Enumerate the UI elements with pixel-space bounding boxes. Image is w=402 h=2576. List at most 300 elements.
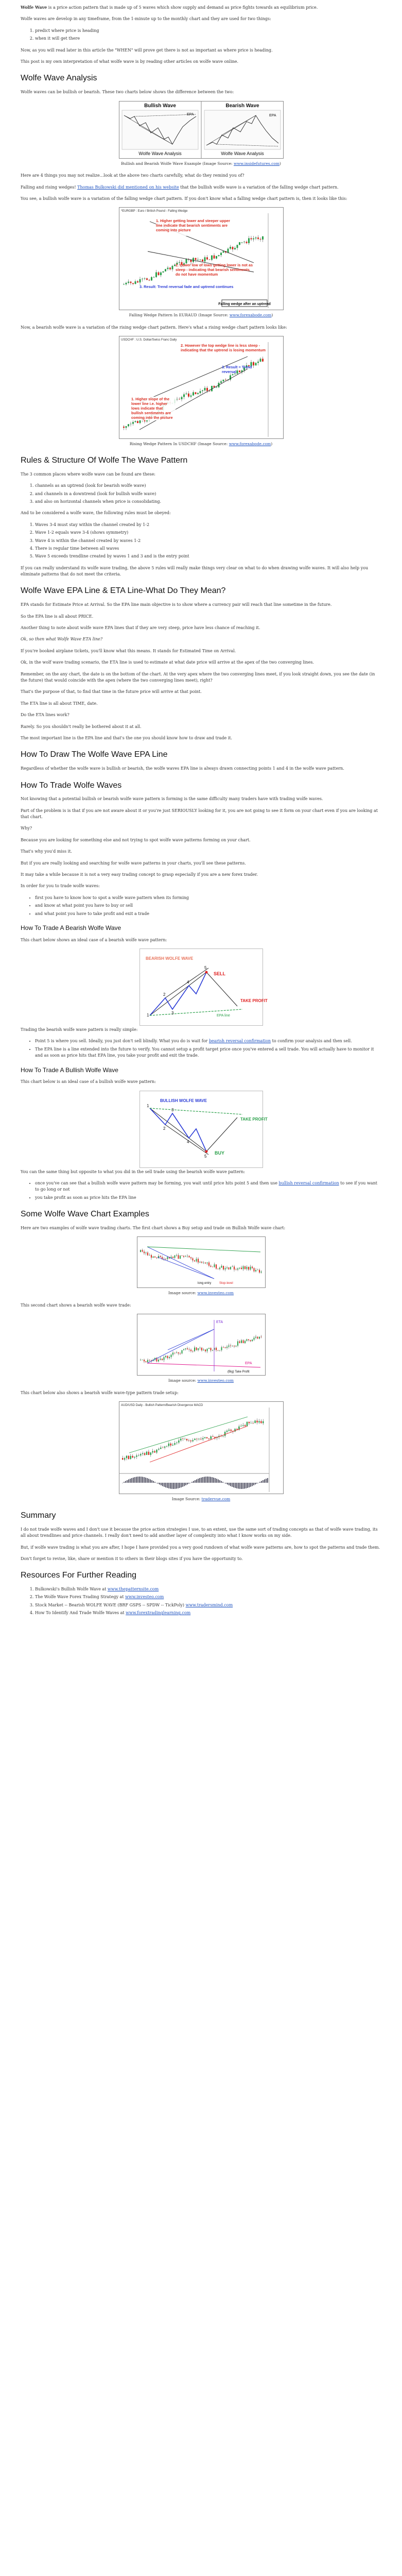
macd-bar <box>230 1483 231 1486</box>
macd-bar <box>133 1478 134 1483</box>
candle-body <box>186 1439 187 1440</box>
candle-body <box>256 1421 257 1423</box>
candle-body <box>146 279 148 280</box>
trade-paragraph: That's why you'd miss it. <box>21 849 72 854</box>
candle-body <box>134 1457 135 1458</box>
trade-paragraph: But if you are really looking and searching for wolfe wave patterns in your charts, you'll see these patterns. <box>21 860 246 866</box>
candle-body <box>201 1262 202 1263</box>
candle-body <box>203 1350 204 1351</box>
candle-body <box>144 1453 145 1455</box>
candle-body <box>254 1421 255 1423</box>
macd-bar <box>167 1483 168 1488</box>
heading-trade: How To Trade Wolfe Waves <box>21 781 122 790</box>
candle-body <box>160 273 162 275</box>
macd-bar <box>202 1477 203 1483</box>
bearish-diagram-title: BEARISH WOLFE WAVE <box>145 956 193 961</box>
candle-body <box>192 1351 193 1352</box>
macd-bar <box>195 1480 196 1483</box>
candle-body <box>188 1349 189 1350</box>
candle-body <box>259 1337 260 1339</box>
candle-body <box>144 1360 145 1362</box>
candle-body <box>199 391 201 393</box>
sell-label: SELL <box>213 971 225 976</box>
macd-bar <box>142 1477 143 1483</box>
macd-bar <box>252 1483 253 1486</box>
candle-body <box>140 1454 141 1456</box>
macd-bar <box>263 1480 264 1483</box>
caption-link[interactable]: tradervue.com <box>201 1497 231 1502</box>
candle-body <box>128 425 129 427</box>
epa-paragraph: So the EPA line is all about PRICE. <box>21 614 94 619</box>
epa-paragraph: Another thing to note about wolfe wave EPA lines that if they are very steep, price have less chance of reaching it. <box>21 625 260 631</box>
candle-body <box>230 1430 231 1431</box>
candle-body <box>240 1426 241 1427</box>
rising-wedge-header: USDCHF : U.S. Dollar/Swiss Franc Daily <box>120 338 177 342</box>
candle-body <box>176 399 178 400</box>
macd-bar <box>247 1483 248 1488</box>
candle-body <box>259 239 261 240</box>
epa-paragraph: EPA stands for Estimate Price at Arrival. So the EPA line main objective is to show where a currency pair will reach that line sometime in the future. <box>21 602 332 607</box>
macd-bar <box>242 1483 243 1489</box>
bullish-list <box>21 1180 381 1201</box>
candle-body <box>213 256 215 259</box>
trade-paragraph: Why? <box>21 826 32 831</box>
list-item <box>35 1038 381 1044</box>
candle-body <box>137 281 138 282</box>
candle-body <box>202 260 203 262</box>
rules-paragraph-3: If you can really understand its wolfe wave trading, the above 5 rules will really make things very clear on what to do when drawing wolfe waves. It will also help you eliminate patterns that do not meet the criteria. <box>21 565 369 577</box>
example-chart-3 <box>119 1401 284 1494</box>
examples-paragraph: Here are two examples of wolfe wave trading charts. The first chart shows a Buy setup and trade on Bullish Wolfe wave chart: <box>21 1225 286 1230</box>
candle-body <box>158 1360 159 1362</box>
candle-body <box>145 1362 146 1363</box>
figure-caption-3 <box>21 441 381 447</box>
candle-body <box>221 1266 222 1268</box>
wave-point-4: 4 <box>186 979 189 985</box>
trade-paragraph: Part of the problem is is that if you are not aware about it or you're just SERIOUSLY looking for it, you are not going to see it form on your chart even if you are looking at that chart. <box>21 808 378 820</box>
macd-bar <box>188 1483 189 1484</box>
candle-body <box>185 394 187 395</box>
candle-body <box>222 251 224 253</box>
candle-body <box>195 258 196 260</box>
macd-bar <box>151 1480 152 1483</box>
falling-wedge-note-2: 2. Lower low of lows getting lower is not as steep - indicating that bearish sentiments do not have momentum <box>175 263 253 277</box>
candle-body <box>147 1252 148 1255</box>
candle-body <box>149 1360 150 1361</box>
list-item: • and what point you have to take profit and exit a trade <box>35 911 381 917</box>
list-item: 1. predict where price is heading <box>35 28 381 34</box>
candle-body <box>167 268 168 269</box>
candle-body <box>243 242 245 243</box>
candle-body <box>123 284 125 285</box>
resource-link[interactable]: www.forextradinglearning.com <box>126 1611 191 1616</box>
candle-body <box>151 277 152 281</box>
heading-epa: Wolfe Wave EPA Line & ETA Line-What Do They Mean? <box>21 586 226 596</box>
macd-bar <box>213 1478 214 1483</box>
candle-body <box>260 1421 261 1423</box>
macd-bar <box>266 1479 267 1483</box>
wave-point-1: 1 <box>146 1012 149 1018</box>
falling-wedge-note-3: 3. Result: Trend reversal fade and uptrend continues <box>139 284 233 290</box>
candle-body <box>160 1448 161 1449</box>
list-item: 2. Wave 1-2 equals wave 3-4 (shows symmetry) <box>35 530 381 536</box>
candle-body <box>193 393 194 396</box>
macd-bar <box>139 1477 140 1483</box>
bullish-wolfe-wave-diagram <box>139 1091 268 1168</box>
list-item: • and know at what point you have to buy or sell <box>35 903 381 909</box>
epa-label: EPA <box>244 1362 252 1366</box>
epa-paragraph: The ETA line is all about TIME, date. <box>21 701 98 706</box>
candle-body <box>205 1350 206 1351</box>
candle-body <box>172 1445 173 1446</box>
candle-body <box>160 1256 161 1257</box>
list-item: • first you have to know how to spot a wolfe wave pattern when its forming <box>35 895 381 901</box>
candle-body <box>190 396 191 397</box>
macd-bar <box>201 1478 202 1483</box>
candle-body <box>201 1348 202 1350</box>
candle-body <box>221 1347 222 1350</box>
candle-body <box>223 1266 224 1269</box>
epa-paragraph: Remember, on the any chart, the date is on the bottom of the chart. At the very apex where the two converging lines meet, if you look straight down, you see the date (in the future) that would coincide with the apex (where the two converging lines meet), right? <box>21 671 375 683</box>
analysis-paragraph-3 <box>21 184 381 191</box>
resource-link[interactable]: www.tradersmind.com <box>185 1602 233 1607</box>
list-text: to see if you want to go long or not <box>35 1180 377 1192</box>
candle-body <box>216 256 217 259</box>
candle-body <box>236 1429 237 1430</box>
candle-body <box>223 1347 224 1348</box>
candle-body <box>196 1348 197 1350</box>
rising-wedge-note-1: 1. Higher slope of the lower line i.e. higher lows indicate that bullish sentiments are coming into the picture <box>131 397 176 420</box>
resource-link[interactable]: www.thepatternsite.com <box>107 1587 159 1592</box>
resource-item <box>35 1610 381 1616</box>
intro-paragraph <box>21 4 381 11</box>
trade-paragraph: It may take a while because it is not a very easy trading concept to grasp especially if you are a new forex trader. <box>21 872 258 877</box>
candle-body <box>128 282 129 283</box>
candle-body <box>250 1267 251 1270</box>
candle-body <box>190 1258 191 1259</box>
resource-text: How To Identify And Trade Wolfe Waves at <box>35 1611 126 1616</box>
candle-body <box>136 1455 137 1457</box>
resource-link[interactable]: www.investeo.com <box>125 1595 164 1600</box>
rules-list-2 <box>21 522 381 560</box>
candle-body <box>206 1263 207 1264</box>
trade-list <box>21 895 381 917</box>
candle-body <box>178 1440 179 1443</box>
macd-bar <box>127 1480 128 1483</box>
bearish-epa-label: EPA <box>269 113 276 117</box>
candle-body <box>166 1446 167 1447</box>
caption-link[interactable]: www.insidefutures.com <box>233 161 279 166</box>
candle-body <box>208 1438 209 1439</box>
candle-body <box>142 1360 143 1361</box>
bullish-diagram-title: BULLISH WOLFE WAVE <box>160 1098 207 1103</box>
caption-text: ) <box>279 161 281 166</box>
macd-bar <box>161 1483 162 1485</box>
candle-body <box>263 1421 264 1423</box>
candle-body <box>237 1268 238 1269</box>
candle-body <box>185 1349 186 1350</box>
bearish-paragraph-2: Trading the bearish wolfe wave pattern is really simple: <box>21 1027 138 1032</box>
list-text: Point 5 is where you sell. Ideally, you just don't sell blindly. What you do is wait for <box>35 1039 209 1044</box>
bulkowski-link[interactable]: Thomas Bulkowski did mentioned on his website <box>77 184 179 190</box>
macd-bar <box>162 1483 163 1486</box>
epa-paragraph: That's the purpose of that, to find that time in the future price will arrive at that point. <box>21 689 202 694</box>
candle-body <box>144 1252 145 1253</box>
macd-bar <box>216 1479 217 1483</box>
candle-body <box>132 283 134 284</box>
candle-body <box>179 399 180 400</box>
example-chart-2 <box>137 1314 266 1376</box>
candle-body <box>178 1256 179 1259</box>
macd-bar <box>153 1481 154 1483</box>
example-caption-2 <box>21 1378 381 1384</box>
macd-bar <box>253 1483 254 1485</box>
candle-body <box>139 279 141 282</box>
intro-paragraph-3: Now, as you will read later in this article the "WHEN" will prove get there is not as important as where price is heading. <box>21 47 273 53</box>
list-item <box>35 1180 381 1193</box>
macd-bar <box>196 1480 197 1483</box>
heading-summary: Summary <box>21 1511 56 1520</box>
candle-body <box>259 1270 260 1273</box>
candle-body <box>246 1422 247 1426</box>
candle-body <box>217 1350 218 1351</box>
macd-bar <box>227 1483 228 1484</box>
candle-body <box>214 1264 215 1267</box>
wave-point-4: 4 <box>186 1139 189 1144</box>
candle-body <box>138 1455 139 1456</box>
candle-body <box>195 393 196 395</box>
candle-body <box>123 427 125 428</box>
candle-body <box>244 1266 246 1269</box>
macd-bar <box>179 1483 180 1488</box>
candle-body <box>230 247 231 249</box>
epa-question: Ok, so then what Wolfe Wave ETA line? <box>21 637 103 642</box>
heading-examples: Some Wolfe Wave Chart Examples <box>21 1210 149 1219</box>
examples-paragraph-3: This chart below also shows a bearish wolfe wave-type pattern trade setup: <box>21 1390 179 1395</box>
candle-body <box>248 1267 249 1269</box>
example-3-header: AUD/USD Daily - Bullish Pattern/Bearish Divergence MACD <box>120 1404 203 1408</box>
epa-paragraph: Do the ETA lines work? <box>21 713 69 718</box>
candle-body <box>150 1453 151 1455</box>
macd-bar <box>130 1479 131 1483</box>
macd-bar <box>255 1483 256 1484</box>
epa-line-label: EPA line <box>216 1013 230 1018</box>
resource-text: Stock Market -- Bearish WOLFE WAVE (BRF GSPS -- SPDW -- TickPoly) <box>35 1602 186 1607</box>
bullish-footer: Wolfe Wave Analysis <box>138 150 182 156</box>
candle-body <box>148 1452 149 1455</box>
candle-body <box>190 1440 191 1442</box>
macd-bar <box>267 1478 268 1483</box>
candle-body <box>130 1456 131 1459</box>
candle-body <box>206 388 208 391</box>
candle-body <box>122 1458 123 1460</box>
macd-bar <box>219 1480 220 1483</box>
macd-bar <box>210 1477 211 1483</box>
intro-text: is a price action pattern that is made up of 5 waves which show supply and demand as price fights towards an equilibrium price. <box>47 5 318 10</box>
macd-bar <box>193 1481 194 1483</box>
macd-bar <box>144 1477 145 1483</box>
candle-body <box>171 266 173 269</box>
macd-bar <box>205 1477 206 1483</box>
candle-body <box>239 242 240 245</box>
trade-paragraph: Not knowing that a potential bullish or bearish wolfe wave pattern is forming is the same difficulty many traders have with trading wolfe waves. <box>21 796 323 802</box>
summary-paragraph: I do not trade wolfe waves and I don't use it because the price action strategies I use, to an extent, use the same sort of trading concepts as that of wolfe wave trading, its all about trendlines and price channels. I really don't need to add another layer of complexity into what I know works on my side. <box>21 1527 378 1538</box>
candle-body <box>234 1267 235 1270</box>
bearish-confirmation-link[interactable]: bearish reversal confirmation <box>208 1039 271 1044</box>
candle-body <box>241 242 242 243</box>
candle-body <box>232 375 233 376</box>
candle-body <box>253 1268 254 1272</box>
candle-body <box>198 1348 199 1350</box>
candle-body <box>255 1337 256 1338</box>
candle-body <box>154 1451 155 1453</box>
intro-lead: Wolfe Wave <box>21 5 47 10</box>
macd-bar <box>124 1482 125 1483</box>
macd-bar <box>134 1477 135 1483</box>
candle-body <box>232 247 233 250</box>
candle-body <box>142 1453 143 1454</box>
candle-body <box>183 1349 184 1350</box>
candle-body <box>172 1353 173 1355</box>
candle-body <box>188 1440 189 1441</box>
candle-body <box>130 282 131 283</box>
candle-body <box>164 1447 165 1448</box>
caption-text: Bullish and Bearish Wolfe Wave Example (Image Source: <box>121 161 234 166</box>
candle-body <box>262 236 264 240</box>
candle-body <box>162 1359 163 1361</box>
stop-level-label: Stop-level <box>219 1282 233 1285</box>
list-text: once you've can see that a bullish wolfe wave pattern may be forming, you wait until price hits point 5 and then use <box>35 1180 279 1185</box>
candle-body <box>246 242 247 244</box>
list-item: • The EPA line is a line extended into the future to verify. You cannot setup a profit target price once you've entered a sell trade. You will actually have to monitor it and as soon as price hits that EPA line, you take your profit and exit the trade. <box>35 1046 381 1059</box>
candle-body <box>220 253 222 256</box>
list-item: 5. Wave 5 exceeds trendline created by waves 1 and 3 and is the entry point <box>35 553 381 560</box>
candle-body <box>124 1459 125 1460</box>
candle-body <box>228 1346 229 1347</box>
macd-bar <box>181 1483 182 1487</box>
candle-body <box>140 1250 141 1252</box>
rising-wedge-note-3: 3. Result = Trend reversal <box>221 365 252 375</box>
analysis-paragraph-4: You see, a bullish wolfe wave is a variation of the falling wedge chart pattern. If you don't know what a falling wedge chart pattern is, then it looks like this: <box>21 196 347 201</box>
bullish-wave-title: Bullish Wave <box>144 103 176 109</box>
candle-body <box>180 1256 181 1259</box>
falling-wedge-header: *EURGBP : Euro / British Pound - Falling Wedge <box>120 210 188 213</box>
candle-body <box>206 258 208 260</box>
candle-body <box>246 1340 247 1341</box>
epa-paragraph: The most important line is the EPA line and that's the one you should know how to draw and trade it. <box>21 735 233 740</box>
candle-body <box>167 1257 168 1259</box>
candle-body <box>206 1437 207 1438</box>
bullish-confirmation-link[interactable]: bullish reversal confirmation <box>278 1180 339 1185</box>
candle-body <box>257 238 259 239</box>
caption-link[interactable]: www.forexabode.com <box>229 313 272 318</box>
candle-body <box>170 1444 171 1446</box>
candle-body <box>190 1350 191 1351</box>
long-entry-label: long entry <box>197 1282 211 1285</box>
heading-bearish: How To Trade A Bearish Wolfe Wave <box>21 924 121 931</box>
candle-body <box>163 1357 164 1360</box>
candle-body <box>198 1259 199 1263</box>
candle-body <box>216 387 217 388</box>
bearish-wave-title: Bearish Wave <box>225 103 259 109</box>
caption-text: Image source: <box>168 1378 198 1383</box>
candle-body <box>174 1256 175 1258</box>
candle-body <box>228 1267 229 1269</box>
wave-point-3: 3 <box>171 1107 173 1112</box>
macd-bar <box>204 1477 205 1483</box>
candle-body <box>160 1359 161 1360</box>
resource-item <box>35 1602 381 1608</box>
candle-body <box>212 1436 213 1437</box>
candle-body <box>253 1338 254 1340</box>
macd-bar <box>241 1483 242 1489</box>
candle-body <box>226 1431 227 1432</box>
candle-body <box>222 380 224 381</box>
candle-body <box>206 1349 207 1351</box>
bullish-bearish-wave-figure <box>119 101 284 159</box>
macd-bar <box>264 1480 265 1483</box>
macd-bar <box>176 1483 177 1489</box>
caption-text: Rising Wedge Pattern In USDCHF (Image Source: <box>129 442 229 447</box>
caption-text: ) <box>271 313 273 318</box>
macd-bar <box>174 1483 176 1489</box>
macd-bar <box>173 1483 174 1489</box>
candle-body <box>194 1261 195 1262</box>
macd-bar <box>208 1477 209 1483</box>
candle-body <box>250 1341 251 1342</box>
candle-body <box>236 245 238 248</box>
list-item: 2. when it will get there <box>35 36 381 42</box>
falling-wedge-figure <box>119 207 284 310</box>
macd-bar <box>207 1477 208 1483</box>
list-item: 3. and also on horizontal channels when price is consolidating. <box>35 499 381 505</box>
candle-body <box>197 393 199 394</box>
resource-item <box>35 1594 381 1600</box>
falling-wedge-note-1: 1. Higher getting lower and steeper upper line indicate that bearish sentiments are coming into picture <box>155 218 230 233</box>
candle-body <box>188 394 189 397</box>
caption-link[interactable]: www.investeo.com <box>197 1378 234 1383</box>
macd-bar <box>184 1483 185 1486</box>
candle-body <box>258 1421 259 1423</box>
resource-text: Bulkowski's Bullish Wolfe Wave at <box>35 1587 108 1592</box>
candle-body <box>252 1267 253 1268</box>
candle-body <box>216 1348 217 1350</box>
candle-body <box>167 1356 168 1358</box>
caption-link[interactable]: www.forexabode.com <box>229 442 271 447</box>
candle-body <box>253 239 254 240</box>
falling-wedge-label: Falling wedge after an uptrend <box>218 302 271 307</box>
macd-bar <box>159 1483 160 1484</box>
candle-body <box>125 283 127 284</box>
candle-body <box>204 1437 205 1438</box>
heading-bullish: How To Trade A Bullish Wolfe Wave <box>21 1066 118 1074</box>
candle-body <box>219 1350 220 1351</box>
paragraph-text: that the bullish wolfe wave is a variation of the falling wedge chart pattern. <box>179 184 339 190</box>
candle-body <box>210 1436 211 1439</box>
candle-body <box>204 258 205 262</box>
candle-body <box>220 382 222 383</box>
draw-paragraph: Regardless of whether the wolfe wave is bullish or bearish, the wolfe waves EPA line is always drawn connecting points 1 and 4 in the wolfe wave pattern. <box>21 766 344 771</box>
candle-body <box>180 1439 181 1441</box>
candle-body <box>170 1355 171 1358</box>
candle-body <box>165 1259 166 1260</box>
rules-paragraph: The 3 common places where wolfe wave can be found are these: <box>21 471 155 477</box>
candle-body <box>239 1342 240 1343</box>
heading-draw: How To Draw The Wolfe Wave EPA Line <box>21 750 168 759</box>
candle-body <box>168 1444 169 1446</box>
bullish-paragraph-2: You can the same thing but opposite to what you did in the sell trade using the bearish wolfe wave pattern: <box>21 1169 245 1174</box>
caption-link[interactable]: www.investeo.com <box>197 1291 234 1296</box>
